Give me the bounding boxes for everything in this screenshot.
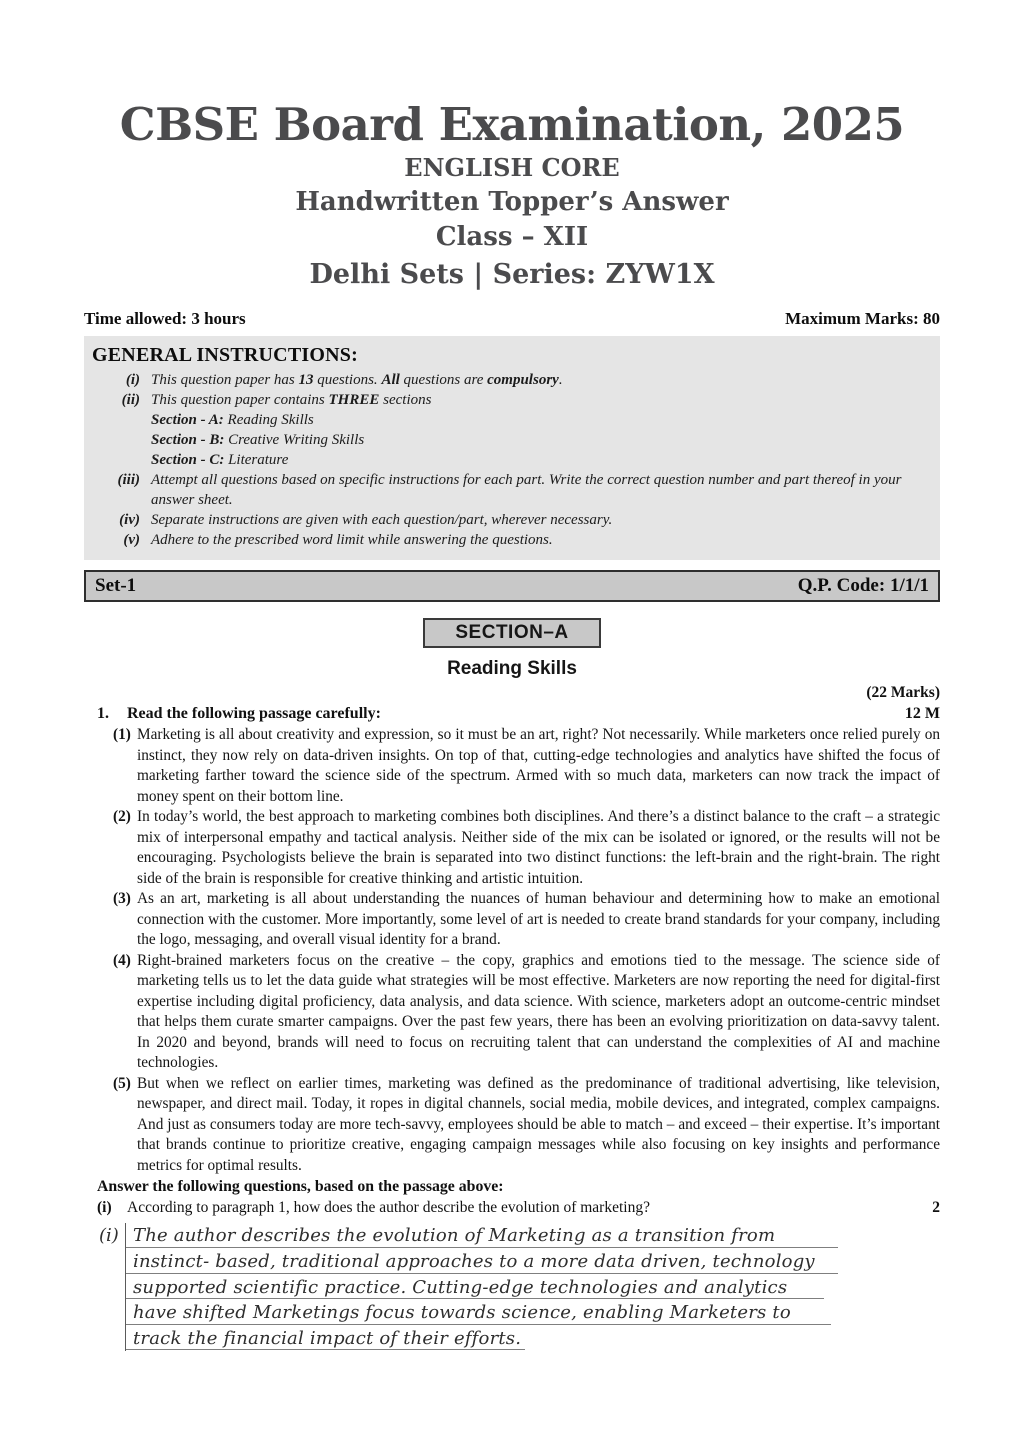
instruction-text-segment: questions. — [313, 372, 382, 389]
handwritten-line: The author describes the evolution of Marketing as a transition from — [133, 1223, 845, 1249]
paragraph-number: (3) — [113, 890, 131, 908]
instruction-text-segment: compulsory — [487, 372, 559, 389]
paragraph-text: As an art, marketing is all about understanding the nuances of human behaviour and determining how to make an emotional connection with the customer. More importantly, some level of art is needed to create brand standards for your company, including the logo, messaging, and overall visual identity for a brand. — [137, 890, 940, 949]
paragraph-text: Marketing is all about creativity and expression, so it must be an art, right? Not necessarily. While marketers once relied purely on instinct, they now rely on data-driven insights. On top of that, cutting-edge technologies and analytics have shifted the focus of marketing farther toward the science side of the spectrum. Armed with so much data, marketers can now track the impact of money spent on their bottom line. — [137, 726, 940, 805]
instruction-item — [92, 510, 926, 530]
instruction-number — [92, 410, 151, 430]
set-label: Set-1 — [95, 575, 137, 597]
handwritten-line: have shifted Marketings focus towards science, enabling Marketers to — [133, 1300, 845, 1326]
instruction-text-segment: All — [381, 372, 400, 389]
instruction-text-segment: This question paper contains — [151, 392, 329, 409]
passage-paragraph — [84, 951, 940, 1074]
instruction-item — [92, 470, 926, 510]
paragraph-number: (4) — [113, 951, 131, 969]
instruction-number — [92, 450, 151, 470]
instruction-text-segment: sections — [379, 392, 432, 409]
instruction-number: (ii) — [121, 392, 140, 409]
paper-subject: ENGLISH CORE — [404, 153, 620, 183]
passage-paragraph — [84, 807, 940, 889]
instruction-item — [92, 430, 926, 450]
question-1-prompt: Read the following passage carefully: — [127, 705, 381, 723]
paragraph-text: Right-brained marketers focus on the creative – the copy, graphics and emotions tied to the message. The science side of marketing tells us to let the data guide what strategies will be most effective. Marketers are now reporting the need for digital-first expertise including digital proficiency, data analysis, and data science. With science, marketers adopt an outcome-centric mindset that helps them curate smarter campaigns. Over the past few years, there has been an evolving prioritization on data-savvy talent. In 2020 and beyond, brands will need to focus on recruiting talent that can understand the complexities of AI and machine technologies. — [137, 951, 940, 1072]
instruction-text — [151, 510, 926, 530]
section-a-badge: SECTION–A — [423, 618, 600, 648]
instruction-text-segment: Section - A: — [151, 412, 224, 429]
instruction-number: (iv) — [119, 512, 140, 529]
instruction-text-segment: Attempt all questions based on specific instructions for each part. Write the correct question number and part thereof in your answer sheet. — [151, 472, 902, 509]
paragraph-text: But when we reflect on earlier times, marketing was defined as the predominance of traditional advertising, like television, newspaper, and direct mail. Today, it ropes in digital channels, social media, mobile devices, and integrated, complex campaigns. And just as consumers today are more tech-savvy, employees should be able to match – and exceed – their expertise. It’s important that brands continue to prioritize creative, engaging campaign messages while also focusing on key insights and performance metrics for optimal results. — [137, 1074, 940, 1174]
instruction-number: (i) — [125, 372, 140, 389]
instruction-text-segment: . — [558, 372, 563, 389]
paper-subtitle-class: Class – XII — [435, 222, 589, 253]
sub-question-i — [84, 1198, 940, 1218]
paper-header — [84, 100, 940, 290]
general-instructions-title: GENERAL INSTRUCTIONS: — [92, 344, 358, 367]
instruction-text-segment: Section - B: — [151, 432, 225, 449]
instruction-item — [92, 390, 926, 410]
paragraph-number: (1) — [113, 726, 131, 744]
question-1-heading — [84, 704, 940, 724]
question-1-number: 1. — [97, 705, 109, 723]
paper-subtitle-series: Delhi Sets | Series: ZYW1X — [309, 259, 715, 291]
set-code-bar — [84, 570, 940, 602]
instruction-text — [151, 450, 926, 470]
time-allowed-label: Time allowed: 3 hours — [84, 309, 246, 329]
paper-subtitle-topper: Handwritten Topper’s Answer — [295, 187, 729, 218]
instruction-number: (v) — [123, 532, 140, 549]
instruction-text — [151, 430, 926, 450]
handwritten-line: supported scientific practice. Cutting-edge technologies and analytics — [133, 1275, 845, 1301]
instruction-text-segment: Adhere to the prescribed word limit while answering the questions. — [151, 532, 553, 549]
qp-code-label: Q.P. Code: 1/1/1 — [797, 575, 929, 597]
instruction-text-segment: Creative Writing Skills — [224, 432, 365, 449]
time-marks-row — [84, 309, 940, 329]
instruction-text — [151, 370, 926, 390]
instruction-text — [151, 530, 926, 550]
instruction-text-segment: questions are — [399, 372, 488, 389]
instruction-number — [92, 430, 151, 450]
handwritten-answer-marker: (i) — [99, 1225, 119, 1247]
instruction-item — [92, 410, 926, 430]
handwritten-answer-block — [84, 1223, 940, 1351]
general-instructions-list — [92, 370, 926, 550]
reading-passage — [84, 725, 940, 1176]
instruction-text-segment: Section - C: — [151, 452, 225, 469]
instruction-text — [151, 410, 926, 430]
question-1-marks: 12 M — [904, 705, 940, 723]
answer-ruled-lines — [125, 1223, 845, 1351]
instruction-text — [151, 470, 926, 510]
instruction-text-segment: Literature — [224, 452, 289, 469]
instruction-text-segment: Reading Skills — [223, 412, 314, 429]
handwritten-line: instinct- based, traditional approaches to a more data driven, technology — [133, 1249, 845, 1275]
paragraph-number: (2) — [113, 808, 131, 826]
answer-questions-heading: Answer the following questions, based on the passage above: — [97, 1178, 504, 1196]
instruction-text-segment: 13 — [298, 372, 314, 389]
passage-paragraph — [84, 1074, 940, 1177]
general-instructions-box — [84, 336, 940, 560]
instruction-number: (iii) — [117, 472, 140, 489]
section-header — [84, 618, 940, 648]
instruction-item — [92, 450, 926, 470]
handwritten-line: track the financial impact of their efforts. — [133, 1326, 845, 1352]
instruction-text-segment: THREE — [328, 392, 380, 409]
paragraph-text: In today’s world, the best approach to marketing combines both disciplines. And there’s a distinct balance to the craft – a strategic mix of interpersonal empathy and tactical analysis. Neither side of the mix can be isolated or ignored, or the results will not be encouraging. Psychologists believe the brain is separated into two distinct functions: the left-brain and the right-brain. The right side of the brain is responsible for creative thinking and artistic intuition. — [137, 808, 940, 887]
paper-title: CBSE Board Examination, 2025 — [119, 98, 905, 151]
section-subtitle: Reading Skills — [447, 658, 577, 680]
passage-paragraph — [84, 889, 940, 951]
maximum-marks-label: Maximum Marks: 80 — [785, 309, 940, 329]
instruction-text-segment: Separate instructions are given with each question/part, wherever necessary. — [151, 512, 613, 529]
instruction-text-segment: This question paper has — [151, 372, 299, 389]
sub-question-text: According to paragraph 1, how does the author describe the evolution of marketing? — [127, 1199, 650, 1217]
paragraph-number: (5) — [113, 1074, 131, 1092]
passage-paragraph — [84, 725, 940, 807]
section-marks: (22 Marks) — [866, 684, 940, 702]
sub-question-number: (i) — [97, 1199, 112, 1217]
instruction-item — [92, 370, 926, 390]
instruction-item — [92, 530, 926, 550]
instruction-text — [151, 390, 926, 410]
sub-question-marks: 2 — [932, 1199, 940, 1217]
